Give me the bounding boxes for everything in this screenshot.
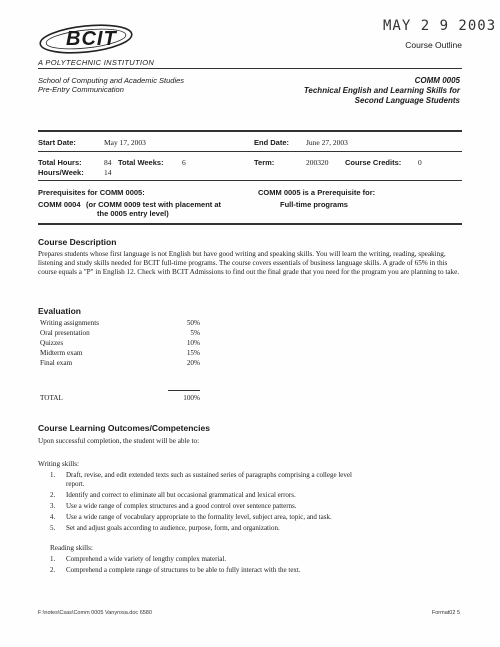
total-weeks-value: 6 [182, 158, 186, 167]
prerequisites-label: Prerequisites for COMM 0005: [38, 188, 145, 197]
list-item-text: Draft, revise, and edit extended texts such as sustained series of paragraphs comprising a college level [66, 471, 352, 479]
evaluation-row [40, 359, 200, 367]
start-date-label: Start Date: [38, 138, 76, 147]
hours-week-value: 14 [104, 168, 112, 177]
term-value: 200320 [306, 158, 329, 167]
evaluation-row [40, 329, 200, 337]
is-prerequisite-value: Full-time programs [280, 200, 348, 209]
school-name: School of Computing and Academic Studies [38, 76, 185, 85]
received-date-stamp: MAY 2 9 2003 [383, 18, 497, 34]
evaluation-item-percent: 10% [186, 339, 200, 347]
evaluation-item-label: Writing assignments [40, 319, 100, 327]
institution-tagline: A POLYTECHNIC INSTITUTION [38, 58, 155, 67]
evaluation-item-label: Quizzes [40, 339, 64, 347]
writing-skills-label: Writing skills: [38, 460, 80, 468]
list-item-number: 2. [50, 566, 56, 574]
is-prerequisite-label: COMM 0005 is a Prerequisite for: [258, 188, 376, 197]
evaluation-heading: Evaluation [38, 306, 81, 316]
evaluation-item-label: Midterm exam [40, 349, 83, 357]
info-bottom-rule [38, 223, 462, 225]
list-item-number: 2. [50, 491, 56, 499]
list-item-number: 4. [50, 513, 56, 521]
evaluation-item-label: Final exam [40, 359, 73, 367]
evaluation-item-percent: 5% [190, 329, 200, 337]
reading-skills-label: Reading skills: [50, 544, 93, 552]
evaluation-total-label: TOTAL [40, 394, 63, 402]
list-item-number: 5. [50, 524, 56, 532]
evaluation-row [40, 319, 200, 327]
footer-file-path: F:\notes\Csas\Comm 0005 Vanyrosa.doc 6580 [38, 610, 152, 616]
list-item-text: Identify and correct to eliminate all but occasional grammatical and lexical errors. [66, 491, 296, 499]
outcomes-intro: Upon successful completion, the student will be able to: [38, 437, 200, 445]
info-mid-rule [38, 151, 462, 152]
course-title-line1: Technical English and Learning Skills for [303, 86, 460, 95]
total-weeks-label: Total Weeks: [118, 158, 164, 167]
evaluation-total-row [40, 394, 200, 402]
course-description-text: Prepares students whose first language is not English but have good writing and speaking skills. You will learn the writing, reading, speaking, listening and study skills needed for BCIT full-time programs. The course covers essentials of business language skills. A grade of 65% in this course equals a "P" in English 12. Check with BCIT Admissions to find out the final grade that you need for the program you are planning to take. [38, 250, 460, 277]
prerequisite-code: COMM 0004 [38, 200, 81, 209]
list-item-text: Use a wide range of complex structures and a good control over sentence patterns. [66, 502, 297, 510]
evaluation-total-rule [168, 390, 200, 391]
info-rule-2 [38, 180, 462, 181]
prerequisite-description-line2: the 0005 entry level) [97, 209, 169, 218]
writing-list [50, 471, 470, 541]
list-item-number: 1. [50, 471, 56, 479]
total-hours-value: 84 [104, 158, 112, 167]
evaluation-total-value: 100% [183, 394, 200, 402]
term-label: Term: [254, 158, 275, 167]
reading-list [50, 555, 470, 577]
course-credits-label: Course Credits: [345, 158, 402, 167]
info-top-rule [38, 130, 462, 132]
total-hours-label: Total Hours: [38, 158, 82, 167]
logo-wordmark: BCIT [66, 28, 117, 50]
list-item-text: Comprehend a wide variety of lengthy complex material. [66, 555, 227, 563]
evaluation-row [40, 339, 200, 347]
list-item-number: 1. [50, 555, 56, 563]
header-divider [38, 68, 462, 69]
course-credits-value: 0 [418, 158, 422, 167]
list-item-number: 3. [50, 502, 56, 510]
document-type: Course Outline [405, 40, 462, 50]
outcomes-heading: Course Learning Outcomes/Competencies [38, 423, 210, 433]
prerequisite-description-line1: (or COMM 0009 test with placement at [86, 200, 222, 209]
list-item-text: Comprehend a complete range of structures to be able to fully interact with the text. [66, 566, 301, 574]
course-description-heading: Course Description [38, 237, 117, 247]
bcit-logo [36, 22, 136, 56]
evaluation-item-percent: 50% [186, 319, 200, 327]
end-date-value: June 27, 2003 [306, 138, 348, 147]
footer-page-number: Format02 5 [431, 610, 460, 616]
hours-week-label: Hours/Week: [38, 168, 84, 177]
course-code: COMM 0005 [414, 76, 460, 85]
evaluation-item-label: Oral presentation [40, 329, 90, 337]
end-date-label: End Date: [254, 138, 290, 147]
list-item-text: Set and adjust goals according to audience, purpose, form, and organization. [66, 524, 280, 532]
evaluation-row [40, 349, 200, 357]
evaluation-item-percent: 15% [186, 349, 200, 357]
list-item-text: report. [66, 480, 85, 488]
program-name: Pre-Entry Communication [38, 85, 124, 94]
start-date-value: May 17, 2003 [104, 138, 146, 147]
list-item-text: Use a wide range of vocabulary appropriate to the formality level, subject area, topic, and task. [66, 513, 332, 521]
course-title-line2: Second Language Students [354, 96, 460, 105]
evaluation-item-percent: 20% [186, 359, 200, 367]
